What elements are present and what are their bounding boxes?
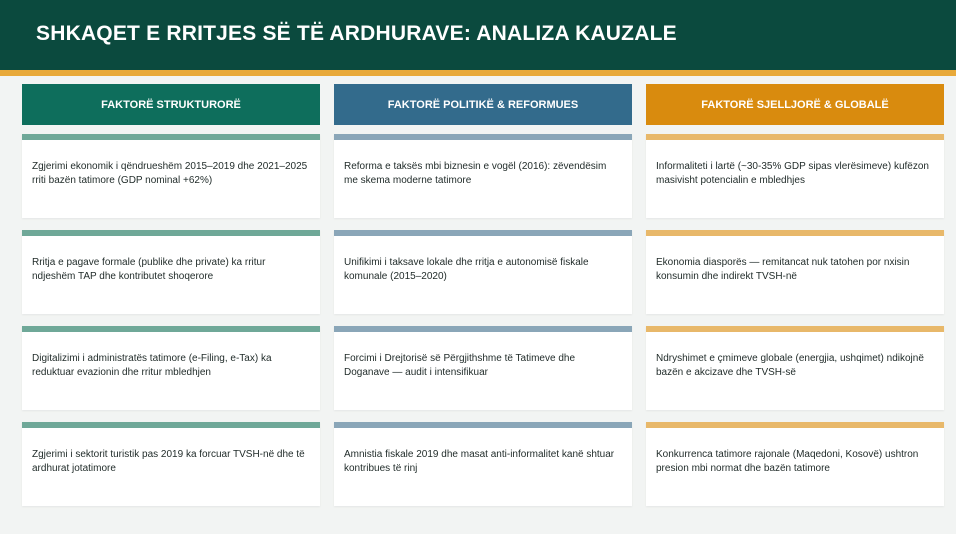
factor-card — [334, 134, 632, 218]
factor-card — [22, 326, 320, 410]
card-text: Amnistia fiskale 2019 dhe masat anti-informalitet kanë shtuar kontribues të rinj — [344, 449, 615, 474]
column-behavioral-global — [646, 84, 944, 474]
card-accent-bar — [22, 326, 320, 332]
column-header: FAKTORË SJELLJORË & GLOBALË — [646, 84, 944, 125]
page-title: SHKAQET E RRITJES SË TË ARDHURAVE: ANALIZA KAUZALE — [36, 22, 677, 45]
card-accent-bar — [22, 230, 320, 236]
factor-card — [646, 326, 944, 410]
header-accent-rule — [0, 70, 956, 76]
factor-card — [646, 134, 944, 218]
card-accent-bar — [646, 422, 944, 428]
factor-card — [646, 230, 944, 314]
factor-card — [22, 422, 320, 506]
card-text: Ekonomia diasporës — remitancat nuk tatohen por nxisin konsumin dhe indirekt TVSH-në — [656, 257, 910, 282]
factor-card — [334, 326, 632, 410]
card-accent-bar — [334, 230, 632, 236]
factor-card — [334, 230, 632, 314]
card-text: Rritja e pagave formale (publike dhe private) ka rritur ndjeshëm TAP dhe kontributet shoqerore — [32, 257, 266, 282]
factor-card — [22, 230, 320, 314]
column-policy-reform — [334, 84, 632, 474]
card-text: Unifikimi i taksave lokale dhe rritja e autonomisë fiskale komunale (2015–2020) — [344, 257, 589, 282]
header-banner — [0, 0, 956, 70]
card-text: Zgjerimi i sektorit turistik pas 2019 ka forcuar TVSH-në dhe të ardhurat jotatimore — [32, 449, 305, 474]
card-accent-bar — [334, 134, 632, 140]
card-accent-bar — [646, 326, 944, 332]
card-text: Reforma e taksës mbi biznesin e vogël (2016): zëvendësim me skema moderne tatimore — [344, 161, 607, 186]
card-accent-bar — [646, 134, 944, 140]
factor-card — [646, 422, 944, 506]
card-text: Konkurrenca tatimore rajonale (Maqedoni, Kosovë) ushtron presion mbi normat dhe bazën tatimore — [656, 449, 919, 474]
card-text: Ndryshimet e çmimeve globale (energjia, ushqimet) ndikojnë bazën e akcizave dhe TVSH-së — [656, 353, 924, 378]
column-structural — [22, 84, 320, 474]
card-accent-bar — [334, 422, 632, 428]
factor-card — [334, 422, 632, 506]
card-accent-bar — [646, 230, 944, 236]
card-text: Zgjerimi ekonomik i qëndrueshëm 2015–2019 dhe 2021–2025 rriti bazën tatimore (GDP nominal +62%) — [32, 161, 308, 186]
card-accent-bar — [22, 422, 320, 428]
card-text: Digitalizimi i administratës tatimore (e-Filing, e-Tax) ka reduktuar evazionin dhe rritur mbledhjen — [32, 353, 272, 378]
column-header: FAKTORË POLITIKË & REFORMUES — [334, 84, 632, 125]
column-header: FAKTORË STRUKTURORË — [22, 84, 320, 125]
card-text: Forcimi i Drejtorisë së Përgjithshme të Tatimeve dhe Doganave — audit i intensifikuar — [344, 353, 576, 378]
card-accent-bar — [334, 326, 632, 332]
card-text: Informaliteti i lartë (~30-35% GDP sipas vlerësimeve) kufëzon masivisht potencialin e mbledhjes — [656, 161, 929, 186]
card-accent-bar — [22, 134, 320, 140]
factor-card — [22, 134, 320, 218]
